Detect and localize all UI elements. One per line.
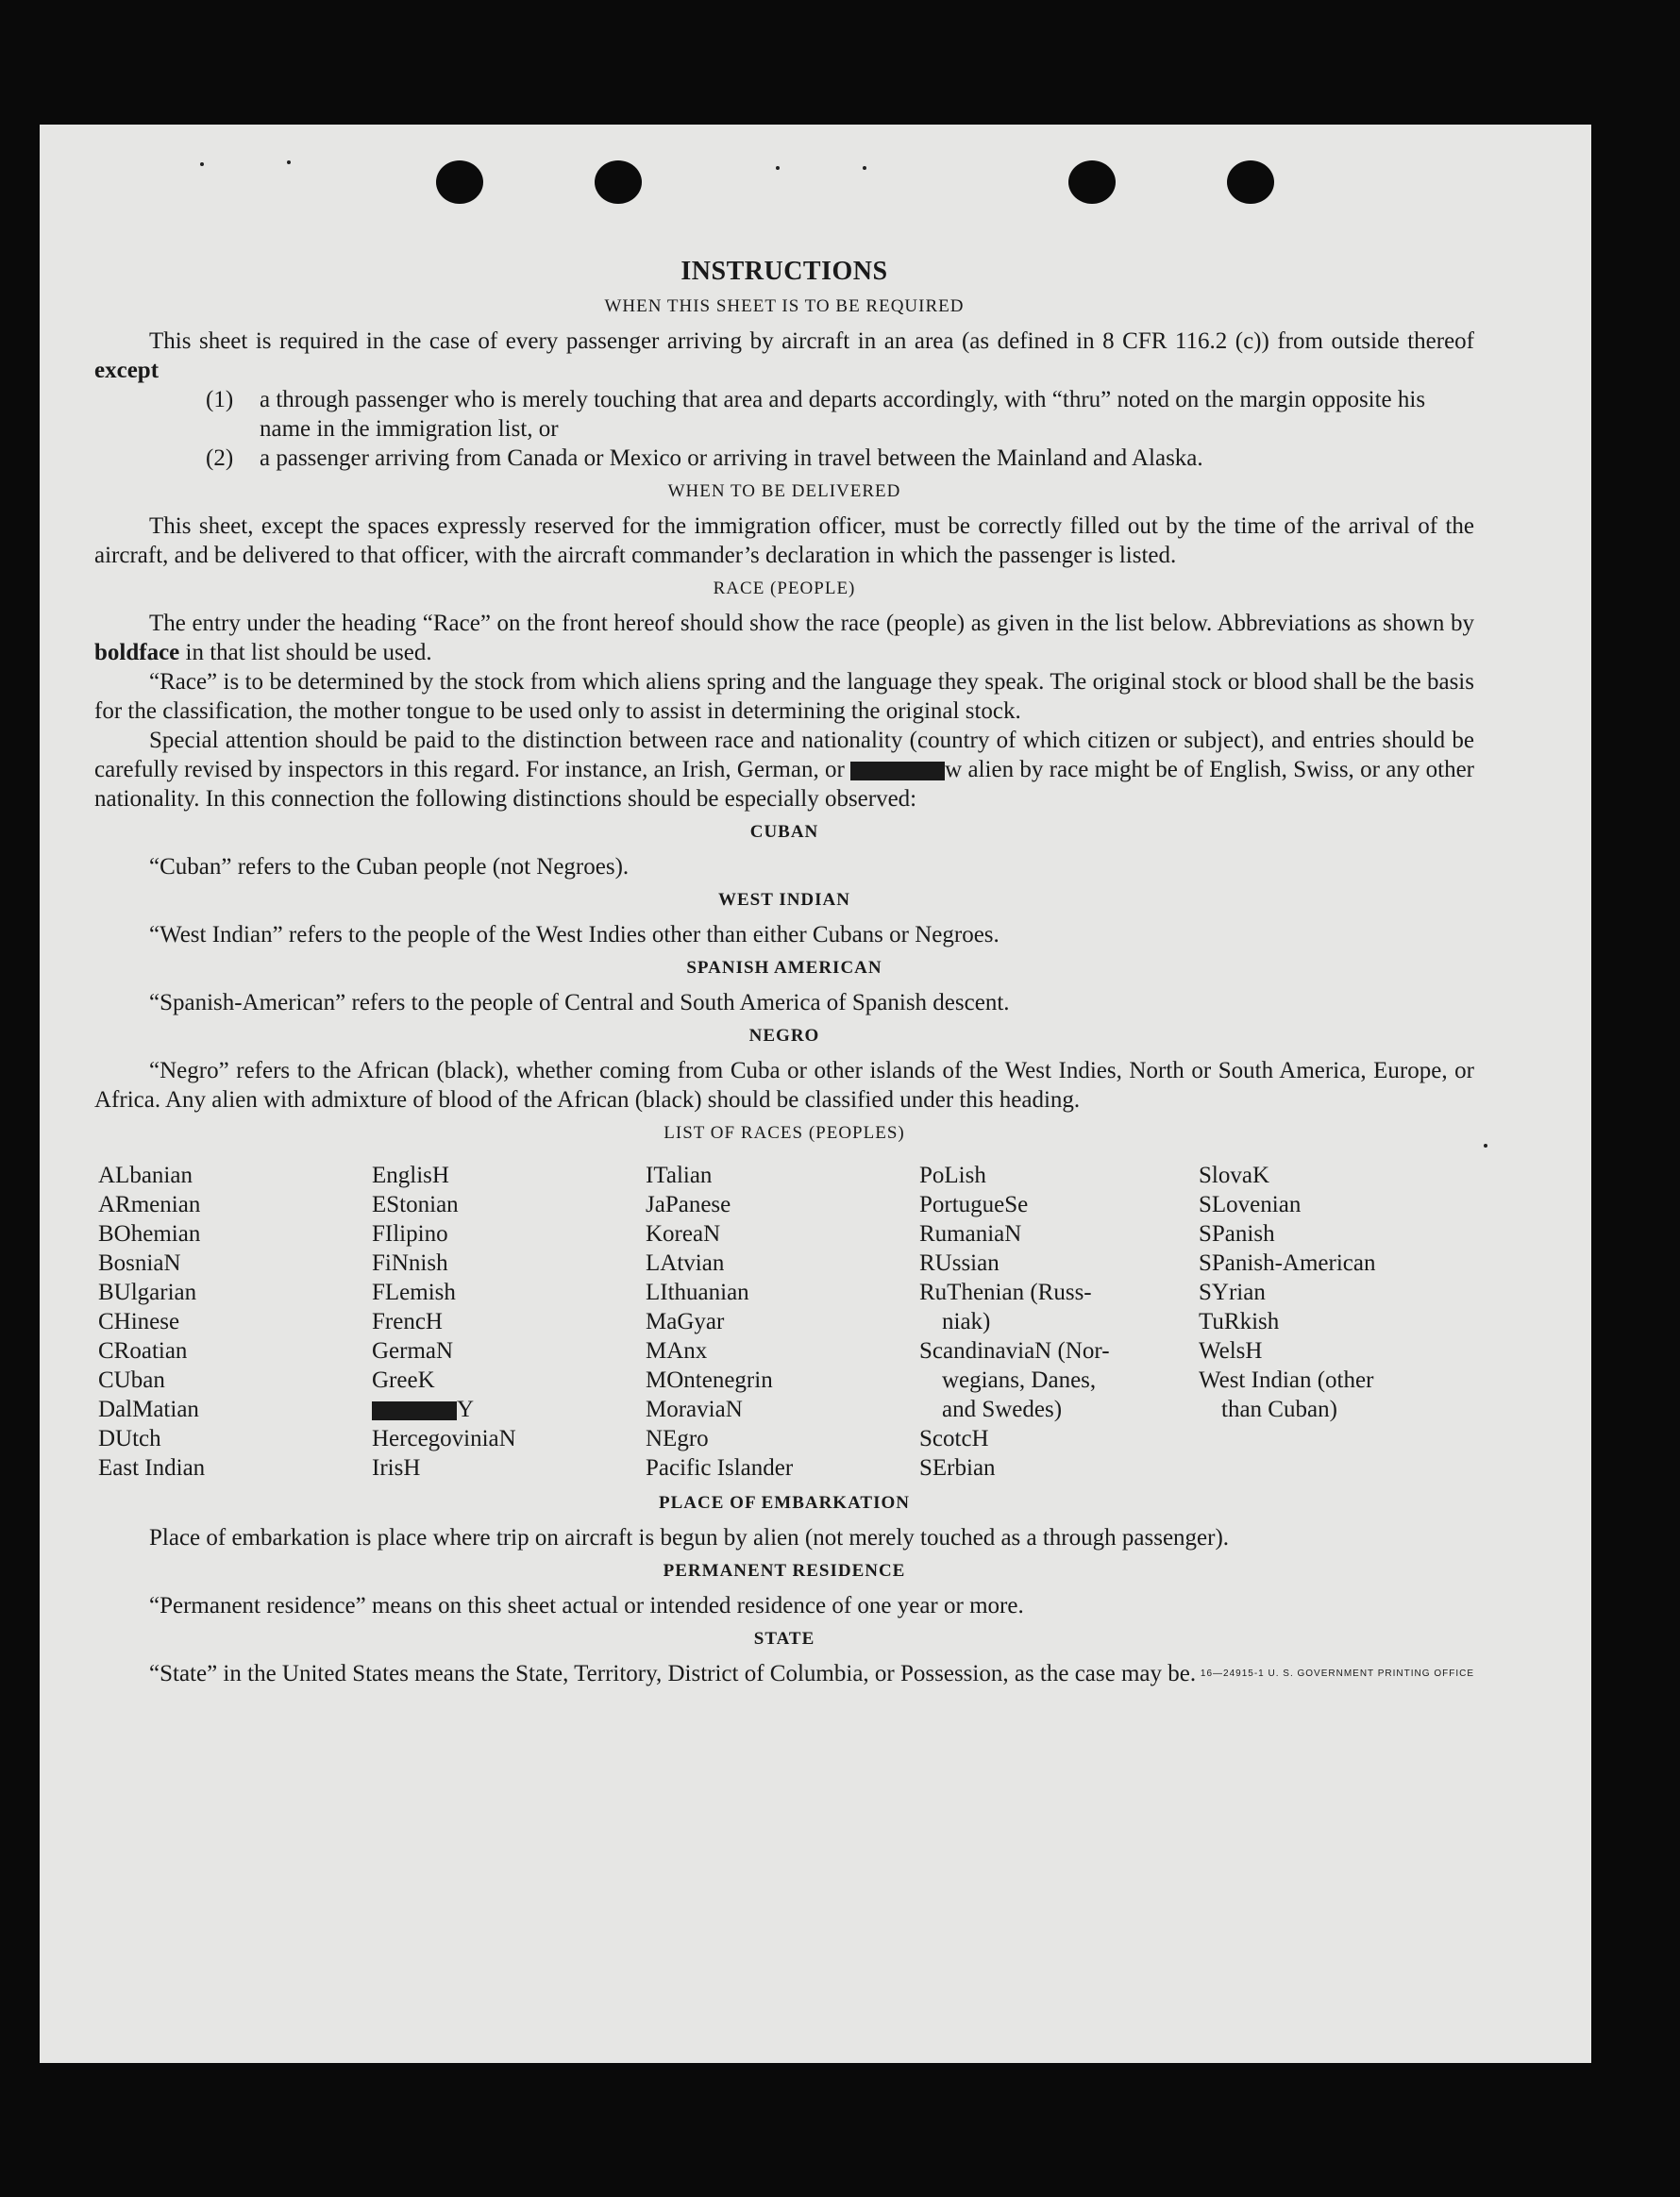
race-entry: than Cuban) xyxy=(1221,1397,1337,1422)
race-entry: SPanish xyxy=(1199,1221,1275,1247)
race-entry: GermaN xyxy=(372,1338,454,1364)
race-entry: IrisH xyxy=(372,1455,421,1481)
race-entry: DalMatian xyxy=(98,1397,199,1422)
printing-office-code: 16—24915-1 U. S. GOVERNMENT PRINTING OFFICE xyxy=(1200,1669,1474,1679)
race-entry: LAtvian xyxy=(646,1250,725,1276)
race-entry: SlovaK xyxy=(1199,1163,1269,1188)
race-entry: CUban xyxy=(98,1367,165,1393)
race-entry: CRoatian xyxy=(98,1338,188,1364)
heading-west-indian: WEST INDIAN xyxy=(718,890,850,910)
race-entry: FIlipino xyxy=(372,1221,448,1247)
state-text: “State” in the United States means the State, Territory, District of Columbia, or Possession, as the case may be. xyxy=(149,1661,1197,1686)
race-entry: MOntenegrin xyxy=(646,1367,773,1393)
spanish-american-text: “Spanish-American” refers to the people of Central and South America of Spanish descent. xyxy=(149,990,1010,1015)
race-entry: niak) xyxy=(942,1309,991,1334)
race-entry: East Indian xyxy=(98,1455,206,1481)
permanent-residence-text: “Permanent residence” means on this sheet actual or intended residence of one year or more. xyxy=(149,1593,1024,1618)
exception-item: (2) a passenger arriving from Canada or Mexico or arriving in travel between the Mainland and Alaska. xyxy=(206,445,1203,471)
when-delivered-text: This sheet, except the spaces expressly reserved for the immigration officer, must be correctly filled out by the time of the arrival of the aircraft, and be delivered to that officer, with the aircraft commander’s declaration in which the passenger is listed. xyxy=(94,513,1474,568)
when-required-text: This sheet is required in the case of every passenger arriving by aircraft in an area (as defined in 8 CFR 116.2 (c)) from outside thereof except xyxy=(94,328,1474,383)
race-entry: PortugueSe xyxy=(919,1192,1029,1217)
heading-state: STATE xyxy=(753,1629,815,1649)
heading-permanent-residence: PERMANENT RESIDENCE xyxy=(663,1561,906,1581)
race-entry: EnglisH xyxy=(372,1163,449,1188)
race-entry: wegians, Danes, xyxy=(942,1367,1097,1393)
race-entry: MoraviaN xyxy=(646,1397,743,1422)
race-entry: GreeK xyxy=(372,1367,435,1393)
west-indian-text: “West Indian” refers to the people of the West Indies other than either Cubans or Negroes. xyxy=(149,922,1000,948)
race-entry: WelsH xyxy=(1199,1338,1263,1364)
race-entry: SLovenian xyxy=(1199,1192,1302,1217)
race-entry: RuThenian (Russ- xyxy=(919,1280,1092,1305)
races-column xyxy=(98,1161,372,1483)
exception-item: (1) a through passenger who is merely touching that area and departs accordingly, with “thru” noted on the margin opposite his name in the immigration list, or xyxy=(206,387,1426,442)
race-entry: PoLish xyxy=(919,1163,986,1188)
race-entry: RumaniaN xyxy=(919,1221,1022,1247)
race-entry: SPanish-American xyxy=(1199,1250,1376,1276)
race-entry: SYrian xyxy=(1199,1280,1266,1305)
race-entry: ITalian xyxy=(646,1163,713,1188)
races-column xyxy=(646,1161,919,1483)
speck xyxy=(1484,1144,1487,1148)
page-title: INSTRUCTIONS xyxy=(680,257,888,286)
race-entry: MAnx xyxy=(646,1338,708,1364)
race-entry: JaPanese xyxy=(646,1192,731,1217)
speck xyxy=(200,162,204,166)
races-list xyxy=(98,1161,1474,1483)
race-entry-redacted: Y xyxy=(372,1395,646,1424)
punch-hole xyxy=(595,160,642,204)
race-entry: ScandinaviaN (Nor- xyxy=(919,1338,1110,1364)
punch-hole xyxy=(1068,160,1116,204)
race-entry: TuRkish xyxy=(1199,1309,1280,1334)
heading-when-required: WHEN THIS SHEET IS TO BE REQUIRED xyxy=(604,296,965,316)
race-paragraph-1: The entry under the heading “Race” on the front hereof should show the race (people) as given in the list below. Abbreviations as shown by boldface in that list should be used. xyxy=(94,611,1474,665)
cuban-text: “Cuban” refers to the Cuban people (not Negroes). xyxy=(149,854,630,880)
race-entry: NEgro xyxy=(646,1426,709,1451)
race-entry: HercegoviniaN xyxy=(372,1426,516,1451)
races-column xyxy=(1199,1161,1472,1483)
race-entry: EStonian xyxy=(372,1192,459,1217)
race-entry: FiNnish xyxy=(372,1250,448,1276)
state-block xyxy=(94,1659,1474,1688)
race-entry: ALbanian xyxy=(98,1163,193,1188)
speck xyxy=(776,166,780,170)
embarkation-text: Place of embarkation is place where trip on aircraft is begun by alien (not merely touched as a through passenger). xyxy=(149,1525,1230,1551)
heading-cuban: CUBAN xyxy=(749,822,819,842)
race-entry: ARmenian xyxy=(98,1192,201,1217)
race-entry: KoreaN xyxy=(646,1221,721,1247)
speck xyxy=(863,166,866,170)
race-entry: MaGyar xyxy=(646,1309,725,1334)
punch-hole xyxy=(436,160,483,204)
race-entry: SErbian xyxy=(919,1455,996,1481)
races-column xyxy=(919,1161,1199,1483)
heading-spanish-american: SPANISH AMERICAN xyxy=(686,958,882,978)
negro-text: “Negro” refers to the African (black), whether coming from Cuba or other islands of the West Indies, North or South America, Europe, or Africa. Any alien with admixture of blood of the African (black) should be classified under this heading. xyxy=(94,1058,1474,1113)
heading-negro: NEGRO xyxy=(748,1026,820,1046)
race-entry: BosniaN xyxy=(98,1250,181,1276)
speck xyxy=(287,160,291,164)
races-column xyxy=(372,1161,646,1483)
heading-list-of-races: LIST OF RACES (PEOPLES) xyxy=(664,1123,905,1143)
instructions-document xyxy=(94,257,1474,1688)
redaction-mark xyxy=(850,762,945,780)
race-entry: Pacific Islander xyxy=(646,1455,794,1481)
race-entry: BUlgarian xyxy=(98,1280,197,1305)
race-paragraph-3: Special attention should be paid to the distinction between race and nationality (country of which citizen or subject), and entries should be carefully revised by inspectors in this regard. For instance, an Irish, German, or w alien by race might be of English, Swiss, or any other nationality. In this connection the following distinctions should be especially observed: xyxy=(94,728,1475,812)
race-entry: West Indian (other xyxy=(1199,1367,1374,1393)
race-paragraph-2: “Race” is to be determined by the stock from which aliens spring and the language they speak. The original stock or blood shall be the basis for the classification, the mother tongue to be used only to assist in determining the original stock. xyxy=(94,669,1474,724)
race-entry: DUtch xyxy=(98,1426,161,1451)
race-entry: RUssian xyxy=(919,1250,1000,1276)
race-entry: ScotcH xyxy=(919,1426,989,1451)
heading-embarkation: PLACE OF EMBARKATION xyxy=(659,1493,910,1513)
redaction-mark xyxy=(372,1401,457,1420)
race-entry: and Swedes) xyxy=(942,1397,1063,1422)
exceptions-list xyxy=(94,385,1474,473)
punch-hole xyxy=(1227,160,1274,204)
race-entry: FrencH xyxy=(372,1309,443,1334)
race-entry: LIthuanian xyxy=(646,1280,749,1305)
race-entry: CHinese xyxy=(98,1309,180,1334)
race-entry: FLemish xyxy=(372,1280,456,1305)
document-sheet xyxy=(40,125,1591,2063)
race-entry: BOhemian xyxy=(98,1221,201,1247)
heading-when-delivered: WHEN TO BE DELIVERED xyxy=(667,481,901,501)
heading-race: RACE (PEOPLE) xyxy=(713,579,856,598)
